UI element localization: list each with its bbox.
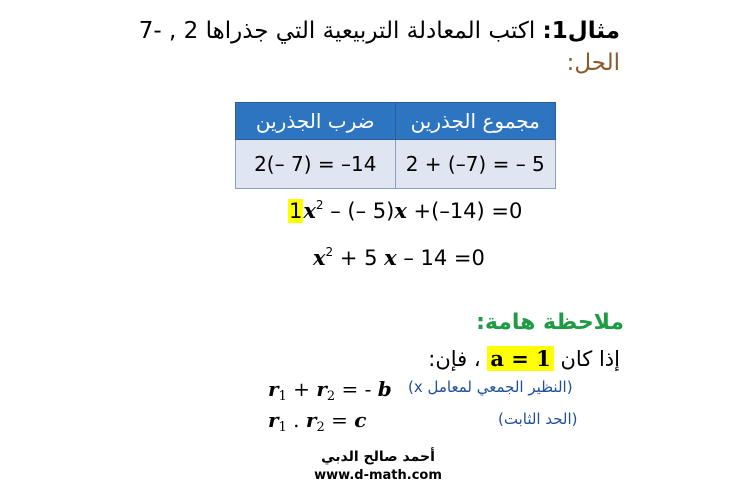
- condition-then: ، فإن:: [428, 347, 481, 371]
- website-text: www.d-math.com: [314, 468, 442, 483]
- eq2-variable: x: [313, 245, 326, 270]
- condition-highlight: a = 1: [487, 346, 553, 371]
- eq2-exponent: 2: [325, 245, 334, 259]
- equation-2: [313, 245, 485, 270]
- rel1-sub1: 1: [278, 389, 287, 404]
- rel1-r2: r: [316, 377, 327, 401]
- note-condition: [428, 346, 620, 371]
- equation-1: [288, 198, 522, 223]
- example-label: مثال1:: [542, 18, 620, 44]
- relation-product-description: (الحد الثابت): [498, 410, 578, 428]
- example-text: اكتب المعادلة التربيعية التي جذراها: [205, 18, 536, 44]
- product-header: ضرب الجذرين: [236, 103, 396, 140]
- eq2-rest: – 14 =0: [396, 246, 485, 270]
- sum-cell: 2 + (–7) = – 5: [395, 140, 556, 189]
- product-cell: 2(– 7) = –14: [236, 140, 396, 189]
- rel1-plus: +: [286, 377, 317, 401]
- rel2-equals: =: [324, 408, 355, 432]
- roots-table: [235, 102, 556, 189]
- rel1-b: b: [377, 377, 392, 401]
- eq2-variable-2: x: [384, 245, 397, 270]
- rel1-equals: = -: [335, 377, 378, 401]
- rel2-r1: r: [268, 408, 279, 432]
- example-roots: 7- , 2: [138, 18, 199, 44]
- table-header-row: [236, 103, 556, 140]
- eq1-exponent: 2: [315, 198, 324, 212]
- author-name: أحمد صالح الدبي: [321, 449, 435, 465]
- sum-header: مجموع الجذرين: [395, 103, 556, 140]
- rel2-sub2: 2: [316, 420, 325, 435]
- condition-if: إذا كان: [560, 347, 620, 371]
- highlighted-coefficient: 1: [289, 199, 303, 223]
- rel2-sub1: 1: [278, 420, 287, 435]
- rel1-r1: r: [268, 377, 279, 401]
- rel1-sub2: 2: [326, 389, 336, 404]
- example-title: [139, 18, 620, 44]
- relation-sum: [268, 377, 392, 404]
- relation-product: [268, 408, 367, 435]
- rel2-dot: .: [286, 408, 306, 432]
- eq1-variable-2: x: [394, 198, 407, 223]
- eq2-middle: + 5: [333, 246, 385, 270]
- eq1-middle: – (– 5): [323, 199, 395, 223]
- eq1-rest: +(–14) =0: [406, 199, 523, 223]
- rel2-c: c: [354, 408, 367, 432]
- solution-label: الحل:: [566, 50, 620, 76]
- eq1-variable: x: [303, 198, 316, 223]
- table-row: [236, 140, 556, 189]
- rel2-r2: r: [305, 408, 317, 432]
- note-heading: ملاحظة هامة:: [476, 310, 624, 335]
- relation-sum-description: (النظير الجمعي لمعامل x): [408, 378, 573, 396]
